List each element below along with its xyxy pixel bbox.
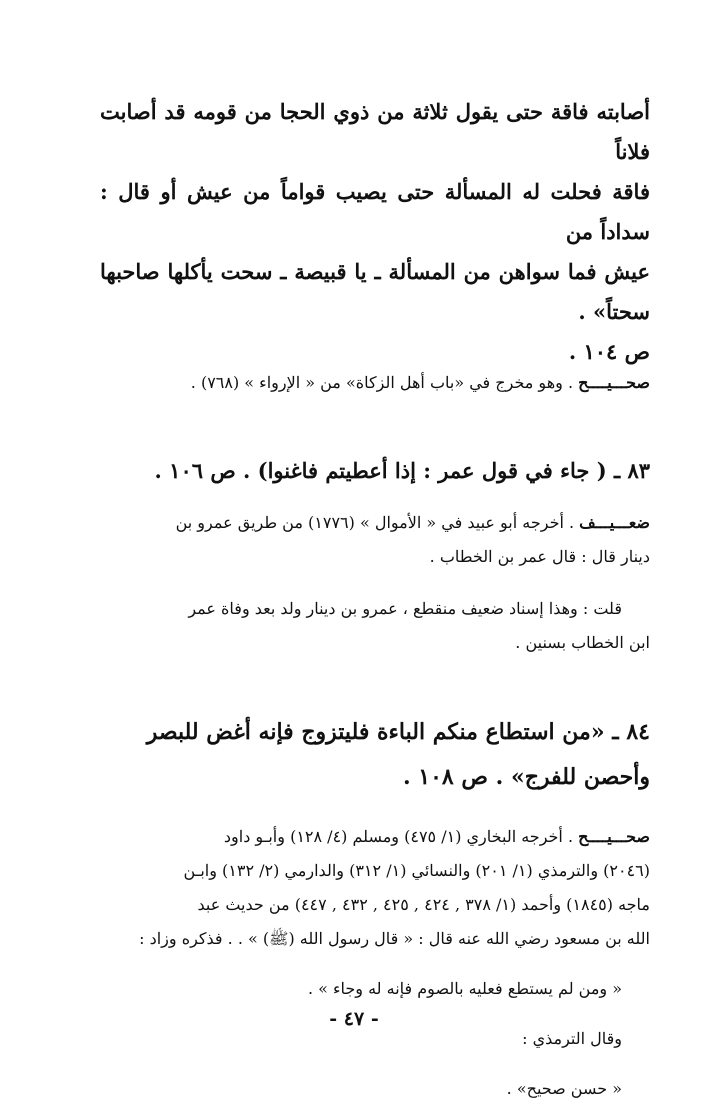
hadith-84-text — [100, 710, 650, 800]
hadith-82-text — [100, 92, 650, 372]
verdict-84-line: الله بن مسعود رضي الله عنه قال : « قال رسول الله (ﷺ) » . . فذكره وزاد : — [139, 929, 650, 948]
tirmidhi-label: وقال الترمذي : — [522, 1029, 622, 1048]
note-83-line: قلت : وهذا إسناد ضعيف منقطع ، عمرو بن دينار ولد بعد وفاة عمر — [188, 599, 622, 618]
verdict-83-line: . أخرجه أبو عبيد في « الأموال » (١٧٧٦) من طريق عمرو بن — [175, 513, 580, 532]
verdict-84-line: ماجه (١٨٤٥) وأحمد (١/ ٣٧٨ , ٤٢٤ , ٤٢٥ , ٤٣٢ , ٤٤٧) من حديث عبد — [197, 895, 650, 914]
tirmidhi-quote: « حسن صحيح» . — [506, 1079, 622, 1098]
verdict-83-line: دينار قال : قال عمر بن الخطاب . — [429, 547, 650, 566]
grade-label: صحـــيــــح — [578, 373, 650, 392]
verdict-84-line: (٢٠٤٦) والترمذي (١/ ٢٠١) والنسائي (١/ ٣١٢) والدارمي (٢/ ١٣٢) وابـن — [183, 861, 650, 880]
page-number: - ٤٧ - — [329, 1008, 379, 1030]
note-83-line: ابن الخطاب بسنين . — [515, 633, 650, 652]
verdict-84 — [100, 820, 650, 956]
hadith-84-line: وأحصن للفرج» . ص ١٠٨ . — [402, 764, 650, 790]
note-83 — [100, 592, 650, 660]
verdict-82-text: . وهو مخرج في «باب أهل الزكاة» من « الإرواء » (٧٦٨) . — [190, 373, 579, 392]
hadith-84-line: ٨٤ ـ «من استطاع منكم الباءة فليتزوج فإنه أغض للبصر — [146, 719, 650, 745]
verdict-82 — [100, 366, 650, 400]
hadith-82-line: فاقة فحلت له المسألة حتى يصيب قواماً من عيش أو قال : سداداً من — [100, 179, 650, 244]
hadith-82-line: عيش فما سواهن من المسألة ـ يا قبيصة ـ سحت يأكلها صاحبها سحتاً» . — [100, 259, 650, 324]
verdict-83 — [100, 506, 650, 574]
hadith-82-page-ref: ص ١٠٤ . — [568, 339, 650, 364]
addition-84: « ومن لم يستطع فعليه بالصوم فإنه له وجاء » . — [307, 979, 622, 998]
grade-label: صحـــيــــح — [578, 827, 650, 846]
hadith-83-title: ٨٣ ـ ( جاء في قول عمر : إذا أعطيتم فاغنوا) . ص ١٠٦ . — [154, 458, 650, 483]
verdict-84-line: . أخرجه البخاري (١/ ٤٧٥) ومسلم (٤/ ١٢٨) وأبـو داود — [223, 827, 579, 846]
hadith-82-line: أصابته فاقة حتى يقول ثلاثة من ذوي الحجا من قومه قد أصابت فلاناً — [100, 99, 650, 164]
grade-label: ضعـــيـــف — [579, 513, 650, 532]
